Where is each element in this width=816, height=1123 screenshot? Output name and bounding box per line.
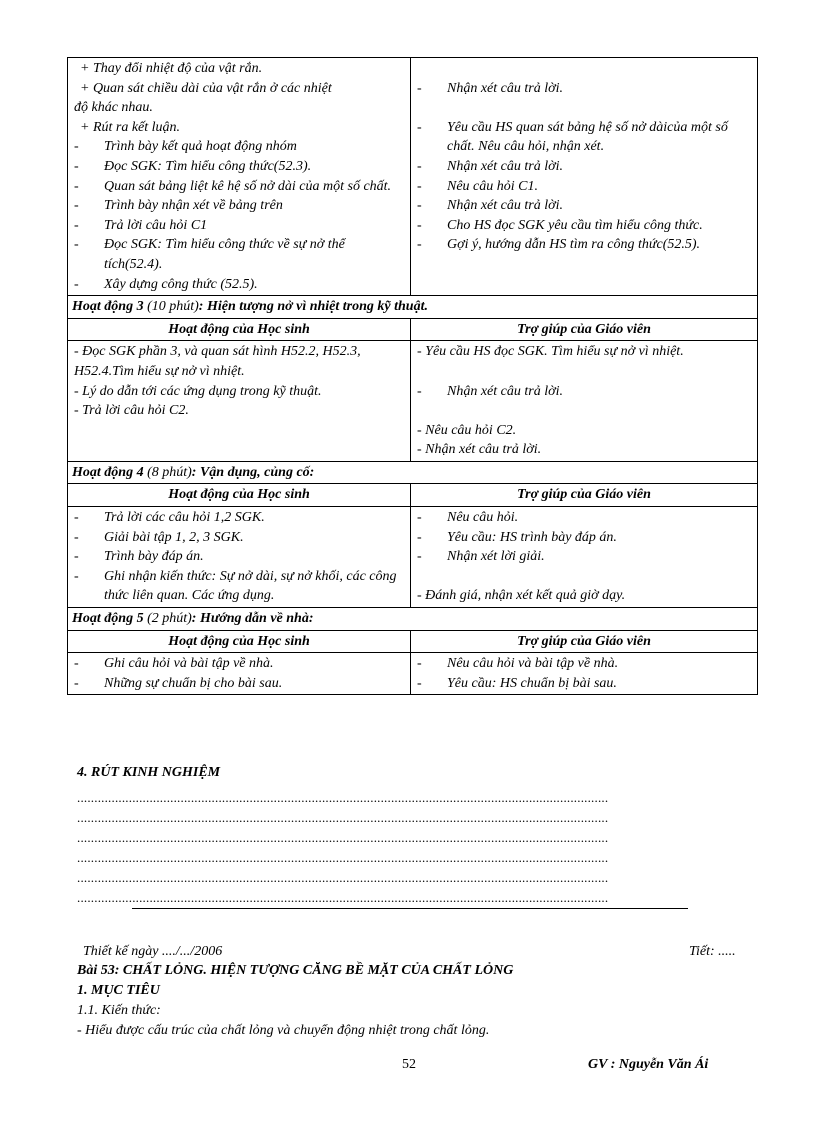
teacher-support-cell	[411, 341, 758, 462]
activity-3-row	[68, 341, 758, 462]
activity-3-columns-row	[68, 318, 758, 341]
cell-line: - Nhận xét câu trả lời.	[417, 442, 542, 458]
page-number: 52	[402, 1057, 416, 1072]
cell-line: - Trả lời câu hỏi C1	[74, 216, 404, 236]
cell-line: - Những sự chuẩn bị cho bài sau.	[74, 674, 404, 694]
cell-line: - Nhận xét câu trả lời.	[417, 157, 751, 177]
cell-line: - Gợi ý, hướng dẫn HS tìm ra công thức(52.5).	[417, 235, 751, 255]
cell-line: - Đọc SGK phần 3, và quan sát hình H52.2, H52.3, H52.4.Tìm hiểu sự nở vì nhiệt.	[74, 344, 361, 379]
student-column-header: Hoạt động của Học sinh	[68, 630, 411, 653]
teacher-support-cell	[411, 653, 758, 695]
lesson-plan-table	[67, 57, 758, 695]
cell-line: + Thay đổi nhiệt độ của vật rắn.	[80, 61, 263, 76]
period-number: Tiết: .....	[689, 944, 736, 959]
dotted-line: ..........................................................................................................................................................	[77, 810, 609, 825]
cell-line: - Nhận xét câu trả lời.	[417, 196, 751, 216]
spacer-line	[417, 362, 751, 382]
activity-5-heading-row	[68, 608, 758, 631]
objectives-heading: 1. MỤC TIÊU	[77, 983, 160, 998]
cell-line: - Nêu câu hỏi và bài tập về nhà.	[417, 654, 751, 674]
student-column-header: Hoạt động của Học sinh	[68, 318, 411, 341]
cell-line: - Đọc SGK: Tìm hiểu công thức(52.3).	[74, 157, 404, 177]
cell-line: - Yêu cầu HS quan sát bảng hệ số nở dàicủa một số chất. Nêu câu hỏi, nhận xét.	[417, 118, 751, 157]
activity-4-heading: Hoạt động 4 (8 phút): Vận dụng, củng cố:	[68, 461, 758, 484]
dotted-line: ..........................................................................................................................................................	[77, 790, 609, 805]
spacer-line	[417, 401, 751, 421]
activity-5-heading: Hoạt động 5 (2 phút): Hướng dẫn về nhà:	[68, 608, 758, 631]
dotted-line: ..........................................................................................................................................................	[77, 890, 609, 905]
spacer-line	[417, 59, 751, 79]
activity-5-columns-row	[68, 630, 758, 653]
teacher-support-cell	[411, 507, 758, 608]
student-column-header: Hoạt động của Học sinh	[68, 484, 411, 507]
cell-line: - Xây dựng công thức (52.5).	[74, 275, 404, 295]
cell-line: - Nêu câu hỏi C2.	[417, 422, 517, 438]
spacer-line	[417, 98, 751, 118]
student-activities-cell	[68, 341, 411, 462]
cell-line: - Trình bày kết quả hoạt động nhóm	[74, 137, 404, 157]
cell-line: - Trình bày đáp án.	[74, 547, 404, 567]
cell-line: - Cho HS đọc SGK yêu cầu tìm hiểu công thức.	[417, 216, 751, 236]
cell-line: - Lý do dẫn tới các ứng dụng trong kỹ thuật.	[74, 383, 322, 399]
student-activities-cell	[68, 507, 411, 608]
teacher-column-header: Trợ giúp của Giáo viên	[411, 484, 758, 507]
cell-line: - Đánh giá, nhận xét kết quả giờ dạy.	[417, 588, 626, 604]
teacher-column-header: Trợ giúp của Giáo viên	[411, 630, 758, 653]
cell-line: - Nêu câu hỏi.	[417, 508, 751, 528]
dotted-line: ..........................................................................................................................................................	[77, 870, 609, 885]
teacher-support-cell	[411, 58, 758, 296]
cell-line: - Trả lời câu hỏi C2.	[74, 403, 189, 419]
lesson-title: Bài 53: CHẤT LỎNG. HIỆN TƯỢNG CĂNG BỀ MẶT CỦA CHẤT LỎNG	[77, 963, 514, 978]
cell-line: độ khác nhau.	[74, 100, 153, 116]
activity-3-heading-row	[68, 296, 758, 319]
cell-line: - Trả lời các câu hỏi 1,2 SGK.	[74, 508, 404, 528]
design-date: Thiết kế ngày ..../.../2006	[83, 944, 223, 959]
cell-line: - Ghi câu hỏi và bài tập về nhà.	[74, 654, 404, 674]
activity-5-row	[68, 653, 758, 695]
cell-line: - Nhận xét lời giải.	[417, 547, 751, 567]
cell-line: + Quan sát chiều dài của vật rắn ở các nhiệt	[80, 80, 332, 96]
cell-line: - Giải bài tập 1, 2, 3 SGK.	[74, 528, 404, 548]
cell-line: - Nêu câu hỏi C1.	[417, 177, 751, 197]
author-name: GV : Nguyễn Văn Ái	[588, 1057, 709, 1072]
objective-point: - Hiểu được cấu trúc của chất lỏng và chuyển động nhiệt trong chất lỏng.	[77, 1023, 490, 1038]
cell-line: + Rút ra kết luận.	[80, 119, 181, 135]
spacer-line	[417, 567, 751, 587]
cell-line: - Yêu cầu HS đọc SGK. Tìm hiểu sự nở vì nhiệt.	[417, 344, 684, 360]
activity-2-row	[68, 58, 758, 296]
cell-line: - Nhận xét câu trả lời.	[417, 79, 751, 99]
cell-line: - Ghi nhận kiến thức: Sự nở dài, sự nở khối, các công thức liên quan. Các ứng dụng.	[74, 567, 404, 606]
dotted-line: ..........................................................................................................................................................	[77, 830, 609, 845]
cell-line: - Đọc SGK: Tìm hiểu công thức về sự nở thể tích(52.4).	[74, 235, 404, 274]
activity-4-columns-row	[68, 484, 758, 507]
teacher-column-header: Trợ giúp của Giáo viên	[411, 318, 758, 341]
experience-heading: 4. RÚT KINH NGHIỆM	[77, 765, 221, 780]
knowledge-heading: 1.1. Kiến thức:	[77, 1003, 161, 1018]
section-divider	[132, 908, 688, 909]
student-activities-cell	[68, 653, 411, 695]
cell-line: - Yêu cầu: HS trình bày đáp án.	[417, 528, 751, 548]
activity-3-heading: Hoạt động 3 (10 phút): Hiện tượng nở vì nhiệt trong kỹ thuật.	[68, 296, 758, 319]
cell-line: - Trình bày nhận xét về bảng trên	[74, 196, 404, 216]
activity-4-row	[68, 507, 758, 608]
cell-line: - Quan sát bảng liệt kê hệ số nở dài của một số chất.	[74, 177, 404, 197]
activity-4-heading-row	[68, 461, 758, 484]
cell-line: - Nhận xét câu trả lời.	[417, 382, 751, 402]
student-activities-cell	[68, 58, 411, 296]
cell-line: - Yêu cầu: HS chuẩn bị bài sau.	[417, 674, 751, 694]
dotted-line: ..........................................................................................................................................................	[77, 850, 609, 865]
